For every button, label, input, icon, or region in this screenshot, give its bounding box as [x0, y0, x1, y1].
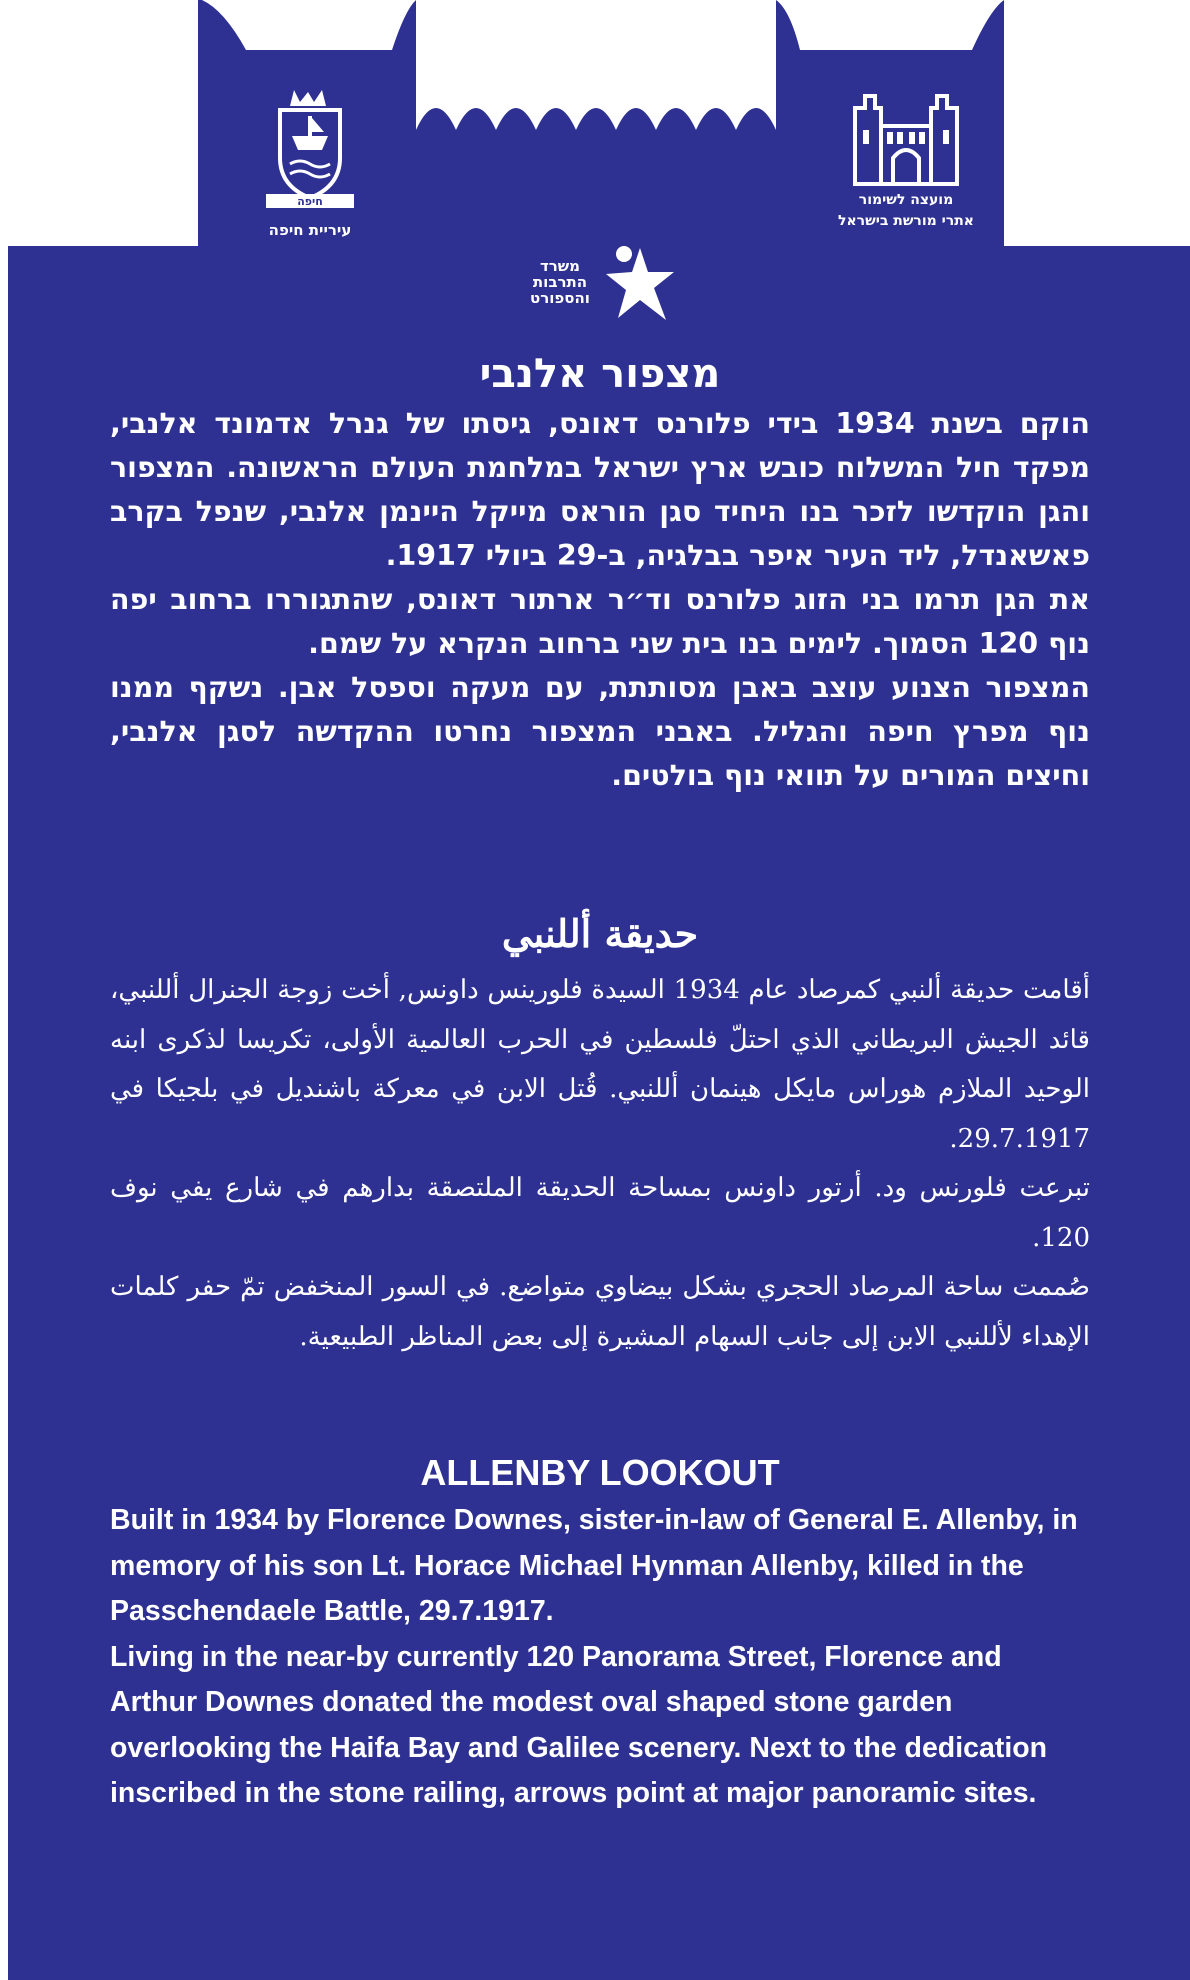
ministry-logo-line1: משרד: [539, 257, 581, 275]
emblem-text: חיפה: [297, 195, 323, 208]
english-title: ALLENBY LOOKOUT: [420, 1452, 780, 1493]
hebrew-paragraph-3: המצפור הצנוע עוצב באבן מסותתת, עם מעקה וספסל אבן. נשקף ממנו נוף מפרץ חיפה והגליל. באבני המצפור נחרטו ההקדשה לסגן אלנבי, וחיצים המורים על תוואי נוף בולטים.: [110, 671, 1090, 792]
english-paragraph-1: Built in 1934 by Florence Downes, sister-in-law of General E. Allenby, in memory of his son Lt. Horace Michael Hynman Allenby, killed in the Passchendaele Battle, 29.7.1917.: [110, 1504, 1078, 1627]
arabic-paragraph-3: صُممت ساحة المرصاد الحجري بشكل بيضاوي متواضع. في السور المنخفض تمّ حفر كلمات الإهداء لأللنبي الابن إلى جانب السهام المشيرة إلى بعض المناظر الطبيعية.: [110, 1272, 1090, 1352]
star-figure-icon: [604, 244, 678, 326]
arabic-paragraph-2: تبرعت فلورنس ود. أرتور داونس بمساحة الحديقة الملتصقة بدارهم في شارع يفي نوف 120.: [110, 1173, 1090, 1253]
arabic-section: [110, 906, 1090, 1362]
heritage-council-logo: [806, 86, 1006, 230]
haifa-logo-caption: עיריית חיפה: [268, 221, 352, 239]
haifa-coat-of-arms-icon: [260, 86, 360, 212]
ministry-culture-sport-logo: [520, 244, 680, 326]
hebrew-section: [110, 348, 1090, 798]
council-logo-line2: אתרי מורשת בישראל: [838, 213, 974, 229]
ministry-logo-line2: התרבות: [532, 273, 588, 291]
council-logo-line1: מועצה לשימור: [858, 192, 954, 208]
arabic-title: حديقة أللنبي: [501, 911, 699, 956]
english-paragraph-2: Living in the near-by currently 120 Panorama Street, Florence and Arthur Downes donated the modest oval shaped stone garden overlooking the Haifa Bay and Galilee scenery. Next to the dedication inscribed in the stone railing, arrows point at major panoramic sites.: [110, 1640, 1048, 1809]
english-section: [110, 1448, 1090, 1817]
hebrew-paragraph-2: את הגן תרמו בני הזוג פלורנס וד״ר ארתור דאונס, שהתגוררו ברחוב יפה נוף 120 הסמוך. לימים בנו בית שני ברחוב הנקרא על שמם.: [110, 583, 1090, 660]
hebrew-title: מצפור אלנבי: [479, 351, 721, 397]
ministry-logo-line3: והספורט: [530, 289, 590, 307]
arabic-paragraph-1: أقامت حديقة ألنبي كمرصاد عام 1934 السيدة فلورينس داونس, أخت زوجة الجنرال أللنبي، قائد الجيش البريطاني الذي احتلّ فلسطين في الحرب العالمية الأولى، تكريسا لذكرى ابنه الوحيد الملازم هوراس مايكل هينمان أللنبي. قُتل الابن في معركة باشنديل في بلجيكا في 29.7.1917.: [110, 975, 1090, 1154]
hebrew-paragraph-1: הוקם בשנת 1934 בידי פלורנס דאונס, גיסתו של גנרל אדמונד אלנבי, מפקד חיל המשלוח כובש ארץ ישראל במלחמת העולם הראשונה. המצפור והגן הוקדשו לזכר בנו היחיד סגן הוראס מייקל היינמן אלנבי, שנפל בקרב פאשאנדל, ליד העיר איפר בבלגיה, ב-29 ביולי 1917.: [110, 407, 1090, 572]
haifa-municipality-logo: [260, 86, 360, 239]
castle-gate-icon: [851, 86, 961, 188]
